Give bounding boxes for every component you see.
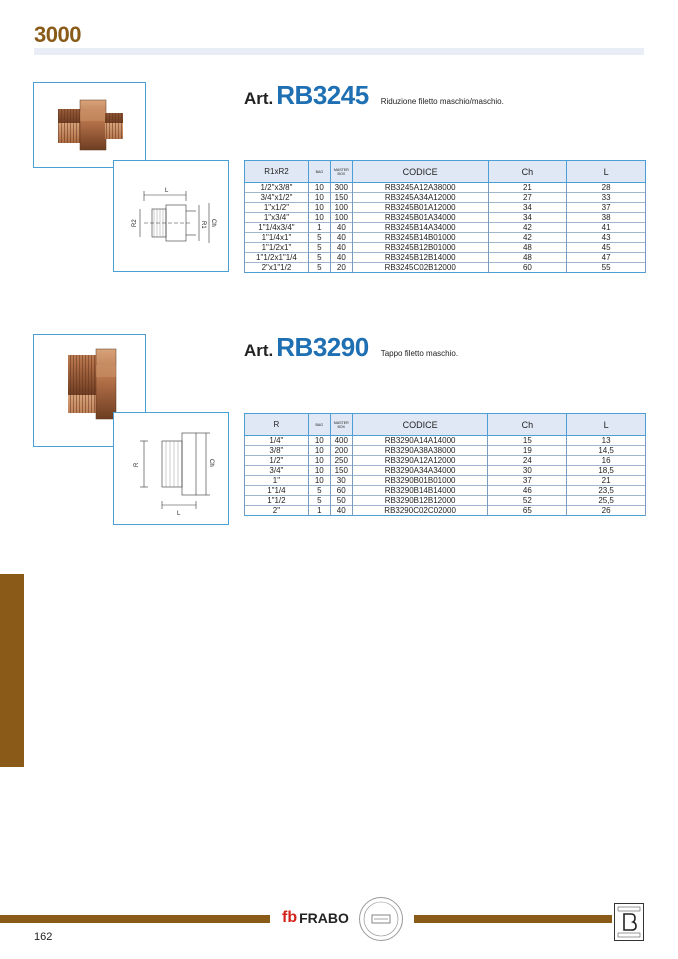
table-row bbox=[245, 466, 646, 476]
brand-name: FRABO bbox=[299, 910, 349, 926]
title-bar bbox=[34, 48, 644, 55]
cell-master-box: 50 bbox=[330, 496, 352, 506]
table-row bbox=[245, 496, 646, 506]
cell-master-box: 100 bbox=[330, 203, 352, 213]
table-row bbox=[245, 243, 646, 253]
article-code: RB3245 bbox=[276, 80, 369, 110]
cell-size: 1"1/4x1" bbox=[245, 233, 309, 243]
article-description: Riduzione filetto maschio/maschio. bbox=[380, 97, 504, 106]
product-photo-rb3245 bbox=[33, 82, 146, 168]
table-row bbox=[245, 253, 646, 263]
cell-bag: 10 bbox=[308, 436, 330, 446]
cell-l: 45 bbox=[567, 243, 646, 253]
cell-master-box: 400 bbox=[330, 436, 352, 446]
cell-ch: 60 bbox=[488, 263, 567, 273]
table-row bbox=[245, 223, 646, 233]
article-code: RB3290 bbox=[276, 332, 369, 362]
cell-master-box: 60 bbox=[330, 486, 352, 496]
cell-codice: RB3290A14A14000 bbox=[352, 436, 488, 446]
cell-codice: RB3290A12A12000 bbox=[352, 456, 488, 466]
cell-size: 1"1/2 bbox=[245, 496, 309, 506]
cell-ch: 52 bbox=[488, 496, 567, 506]
label-r: R bbox=[134, 462, 140, 467]
cell-bag: 10 bbox=[308, 446, 330, 456]
cell-size: 1/4" bbox=[245, 436, 309, 446]
certification-seal-icon bbox=[359, 897, 403, 941]
cell-ch: 46 bbox=[488, 486, 567, 496]
label-ch: Ch bbox=[208, 459, 214, 467]
col-header-ch: Ch bbox=[488, 414, 567, 436]
cell-size: 1"x1/2" bbox=[245, 203, 309, 213]
cell-codice: RB3245A12A38000 bbox=[352, 183, 488, 193]
spec-table-rb3245 bbox=[244, 160, 646, 273]
col-header-size: R1xR2 bbox=[245, 161, 309, 183]
cell-codice: RB3245B12B01000 bbox=[352, 243, 488, 253]
technical-drawing-rb3290 bbox=[113, 412, 229, 525]
cell-size: 1/2"x3/8" bbox=[245, 183, 309, 193]
table-header-row bbox=[245, 414, 646, 436]
brand-mark-icon: fb bbox=[282, 909, 298, 926]
cell-size: 3/4" bbox=[245, 466, 309, 476]
cell-l: 14,5 bbox=[567, 446, 646, 456]
cell-size: 1"1/2x1" bbox=[245, 243, 309, 253]
cell-bag: 10 bbox=[308, 183, 330, 193]
cell-ch: 34 bbox=[488, 203, 567, 213]
cell-ch: 42 bbox=[488, 233, 567, 243]
table-row bbox=[245, 203, 646, 213]
cell-l: 25,5 bbox=[567, 496, 646, 506]
cell-codice: RB3290A34A34000 bbox=[352, 466, 488, 476]
cell-bag: 10 bbox=[308, 466, 330, 476]
cell-bag: 10 bbox=[308, 476, 330, 486]
col-header-bag: BAG bbox=[308, 161, 330, 183]
footer-bar-right bbox=[414, 915, 612, 923]
col-header-size: R bbox=[245, 414, 309, 436]
article-heading-rb3290 bbox=[244, 332, 458, 363]
cell-master-box: 30 bbox=[330, 476, 352, 486]
table-row bbox=[245, 193, 646, 203]
cell-bag: 10 bbox=[308, 456, 330, 466]
section-title: 3000 bbox=[34, 22, 81, 47]
cell-l: 37 bbox=[567, 203, 646, 213]
cell-ch: 30 bbox=[488, 466, 567, 476]
cell-size: 3/4"x1/2" bbox=[245, 193, 309, 203]
cell-size: 1"1/4x3/4" bbox=[245, 223, 309, 233]
cell-l: 13 bbox=[567, 436, 646, 446]
cell-master-box: 200 bbox=[330, 446, 352, 456]
dimension-drawing bbox=[114, 161, 228, 271]
cell-bag: 5 bbox=[308, 253, 330, 263]
cell-codice: RB3245B01A34000 bbox=[352, 213, 488, 223]
cell-master-box: 40 bbox=[330, 233, 352, 243]
cell-codice: RB3290B01B01000 bbox=[352, 476, 488, 486]
label-r1: R1 bbox=[200, 221, 206, 229]
cell-master-box: 100 bbox=[330, 213, 352, 223]
cell-codice: RB3245A34A12000 bbox=[352, 193, 488, 203]
cell-bag: 10 bbox=[308, 203, 330, 213]
page-number: 162 bbox=[34, 931, 53, 943]
article-prefix: Art. bbox=[244, 89, 274, 108]
col-header-l: L bbox=[567, 161, 646, 183]
cell-l: 41 bbox=[567, 223, 646, 233]
cell-ch: 24 bbox=[488, 456, 567, 466]
cell-ch: 15 bbox=[488, 436, 567, 446]
cell-ch: 21 bbox=[488, 183, 567, 193]
cell-master-box: 150 bbox=[330, 466, 352, 476]
cell-ch: 48 bbox=[488, 243, 567, 253]
cell-master-box: 300 bbox=[330, 183, 352, 193]
col-header-bag: BAG bbox=[308, 414, 330, 436]
label-l: L bbox=[165, 188, 169, 194]
cell-l: 16 bbox=[567, 456, 646, 466]
cell-size: 2"x1"1/2 bbox=[245, 263, 309, 273]
cell-l: 55 bbox=[567, 263, 646, 273]
label-ch: Ch bbox=[210, 219, 216, 227]
cell-l: 28 bbox=[567, 183, 646, 193]
cell-l: 38 bbox=[567, 213, 646, 223]
label-r2: R2 bbox=[132, 219, 138, 227]
cell-l: 21 bbox=[567, 476, 646, 486]
cell-size: 3/8" bbox=[245, 446, 309, 456]
table-row bbox=[245, 476, 646, 486]
cell-l: 47 bbox=[567, 253, 646, 263]
cell-bag: 10 bbox=[308, 213, 330, 223]
cell-codice: RB3245B14B01000 bbox=[352, 233, 488, 243]
reducer-fitting-image bbox=[34, 83, 145, 167]
label-l: L bbox=[177, 511, 181, 517]
cell-bag: 1 bbox=[308, 223, 330, 233]
cell-codice: RB3245B01A12000 bbox=[352, 203, 488, 213]
table-row bbox=[245, 183, 646, 193]
cell-bag: 5 bbox=[308, 263, 330, 273]
cell-ch: 37 bbox=[488, 476, 567, 486]
cell-size: 1"x3/4" bbox=[245, 213, 309, 223]
table-row bbox=[245, 213, 646, 223]
cell-ch: 19 bbox=[488, 446, 567, 456]
brand-logo bbox=[282, 909, 349, 927]
section-side-tab bbox=[0, 574, 24, 767]
table-row bbox=[245, 263, 646, 273]
cell-l: 23,5 bbox=[567, 486, 646, 496]
table-row bbox=[245, 456, 646, 466]
col-header-master-box: MASTER BOX bbox=[330, 414, 352, 436]
cell-bag: 10 bbox=[308, 193, 330, 203]
cell-bag: 1 bbox=[308, 506, 330, 516]
table-header-row bbox=[245, 161, 646, 183]
table-row bbox=[245, 436, 646, 446]
cell-codice: RB3290A38A38000 bbox=[352, 446, 488, 456]
spec-table-rb3290 bbox=[244, 413, 646, 516]
cell-codice: RB3245B12B14000 bbox=[352, 253, 488, 263]
cell-l: 26 bbox=[567, 506, 646, 516]
table-row bbox=[245, 506, 646, 516]
group-logo-icon bbox=[614, 903, 644, 941]
cell-master-box: 40 bbox=[330, 253, 352, 263]
cell-ch: 48 bbox=[488, 253, 567, 263]
cell-ch: 34 bbox=[488, 213, 567, 223]
cell-ch: 65 bbox=[488, 506, 567, 516]
cell-master-box: 40 bbox=[330, 243, 352, 253]
cell-master-box: 20 bbox=[330, 263, 352, 273]
cell-codice: RB3245C02B12000 bbox=[352, 263, 488, 273]
table-row bbox=[245, 233, 646, 243]
cell-bag: 5 bbox=[308, 486, 330, 496]
cell-bag: 5 bbox=[308, 496, 330, 506]
cell-codice: RB3245B14A34000 bbox=[352, 223, 488, 233]
cell-l: 18,5 bbox=[567, 466, 646, 476]
cell-ch: 42 bbox=[488, 223, 567, 233]
cell-size: 2" bbox=[245, 506, 309, 516]
col-header-ch: Ch bbox=[488, 161, 567, 183]
cell-codice: RB3290B12B12000 bbox=[352, 496, 488, 506]
cell-master-box: 40 bbox=[330, 223, 352, 233]
article-heading-rb3245 bbox=[244, 80, 504, 111]
col-header-l: L bbox=[567, 414, 646, 436]
cell-master-box: 250 bbox=[330, 456, 352, 466]
cell-master-box: 40 bbox=[330, 506, 352, 516]
cell-size: 1"1/4 bbox=[245, 486, 309, 496]
cell-ch: 27 bbox=[488, 193, 567, 203]
col-header-codice: CODICE bbox=[352, 414, 488, 436]
cell-bag: 5 bbox=[308, 243, 330, 253]
technical-drawing-rb3245 bbox=[113, 160, 229, 272]
cell-size: 1/2" bbox=[245, 456, 309, 466]
article-prefix: Art. bbox=[244, 341, 274, 360]
cell-codice: RB3290B14B14000 bbox=[352, 486, 488, 496]
cell-size: 1"1/2x1"1/4 bbox=[245, 253, 309, 263]
col-header-codice: CODICE bbox=[352, 161, 488, 183]
article-description: Tappo filetto maschio. bbox=[380, 349, 459, 358]
table-row bbox=[245, 446, 646, 456]
cell-l: 33 bbox=[567, 193, 646, 203]
footer-bar-left bbox=[0, 915, 270, 923]
cell-bag: 5 bbox=[308, 233, 330, 243]
dimension-drawing bbox=[114, 413, 228, 524]
cell-l: 43 bbox=[567, 233, 646, 243]
cell-codice: RB3290C02C02000 bbox=[352, 506, 488, 516]
cell-size: 1" bbox=[245, 476, 309, 486]
table-row bbox=[245, 486, 646, 496]
col-header-master-box: MASTER BOX bbox=[330, 161, 352, 183]
cell-master-box: 150 bbox=[330, 193, 352, 203]
